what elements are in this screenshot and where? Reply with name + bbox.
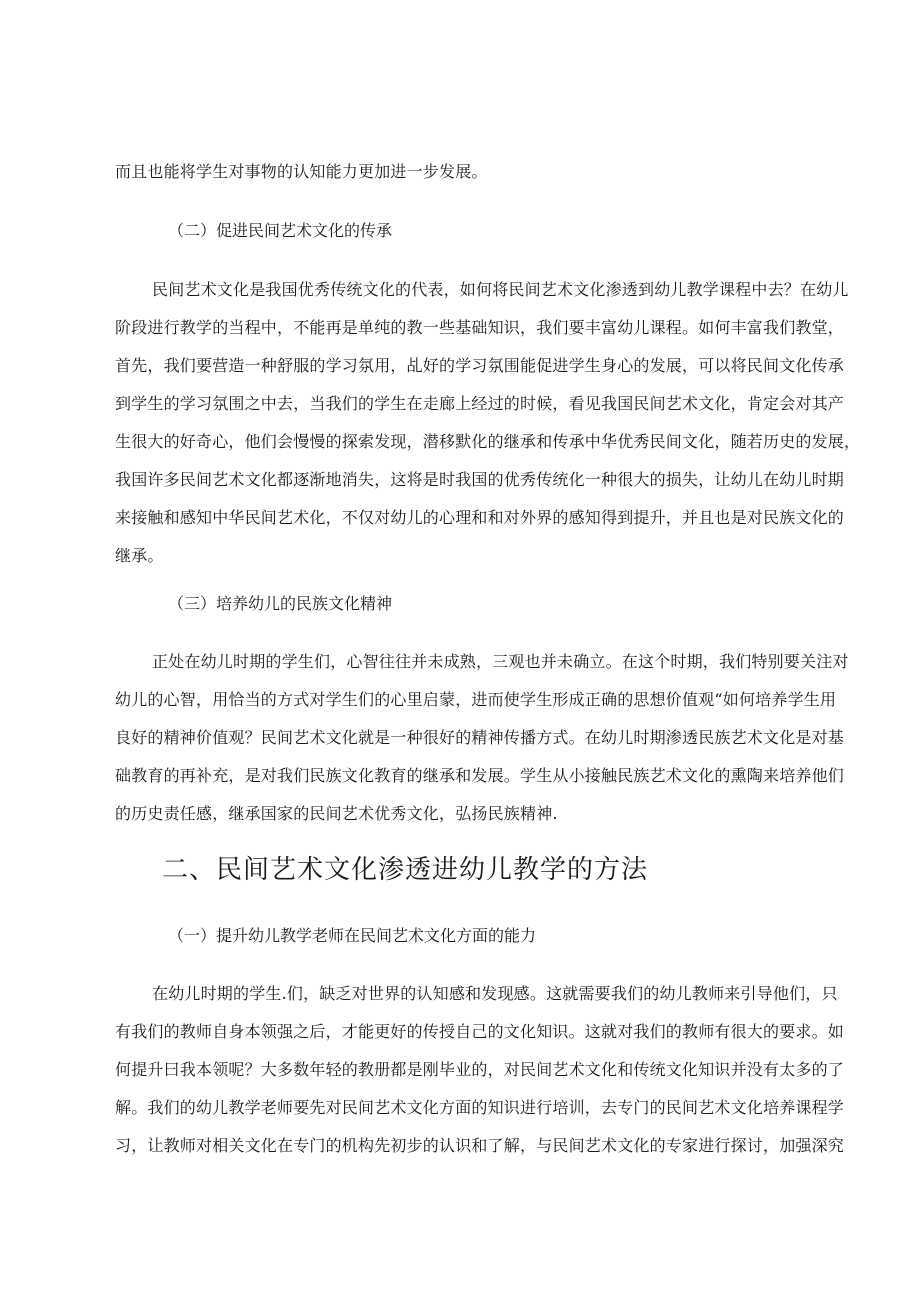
paragraph-line: 的历史责任感，继承国家的民间艺术优秀文化，弘扬民族精神.	[115, 804, 558, 823]
paragraph-line: 民间艺术文化是我国优秀传统文化的代表，如何将民间艺术文化渗透到幼儿教学课程中去？在幼儿	[152, 280, 849, 299]
paragraph-line: 生很大的好奇心，他们会慢慢的探索发现，潜移默化的继承和传承中华优秀民间文化，随若历史的发展，	[115, 432, 861, 451]
subsection-heading-teacher-ability: （一）提升幼儿教学老师在民间艺术文化方面的能力	[168, 926, 537, 945]
paragraph-line: 幼儿的心智，用恰当的方式对学生们的心里启蒙，进而使学生形成正确的思想价值观“如何培养学生用	[115, 690, 837, 709]
paragraph-line: 习，让教师对相关文化在专门的机构先初步的认识和了解，与民间艺术文化的专家进行探讨，加强深究	[115, 1136, 845, 1155]
paragraph-line: 有我们的教师自身本领强之后，才能更好的传授自己的文化知识。这就对我们的教师有很大的要求。如	[115, 1022, 845, 1041]
paragraph-line: 而且也能将学生对事物的认知能力更加进一步发展。	[115, 162, 488, 181]
paragraph-line: 础教育的再补充，是对我们民族文化教育的继承和发展。学生从小接触民族艺术文化的熏陶来培养他们	[115, 766, 845, 785]
subsection-heading-national-spirit: （三）培养幼儿的民族文化精神	[168, 594, 393, 613]
paragraph-line: 在幼儿时期的学生.们，缺乏对世界的认知感和发现感。这就需要我们的幼儿教师来引导他们，只	[152, 984, 838, 1003]
paragraph-line: 来接触和感知中华民间艺术化，不仅对幼儿的心理和和对外界的感知得到提升，并且也是对民族文化的	[115, 508, 845, 527]
paragraph-line: 到学生的学习氛围之中去，当我们的学生在走廊上经过的时候，看见我国民间艺术文化，肯定会对其产	[115, 394, 845, 413]
paragraph-line: 正处在幼儿时期的学生们，心智往往并未成熟，三观也并未确立。在这个时期，我们特别要关注对	[152, 652, 849, 671]
section-heading-methods: 二、民间艺术文化渗透进幼儿教学的方法	[162, 855, 649, 885]
paragraph-line: 阶段进行教学的当程中，不能再是单纯的教一些基础知识，我们要丰富幼儿课程。如何丰富我们教堂，	[115, 318, 845, 337]
paragraph-line: 解。我们的幼儿教学老师要先对民间艺术文化方面的知识进行培训，去专门的民间艺术文化培养课程学	[115, 1098, 845, 1117]
paragraph-line: 良好的精神价值观？民间艺术文化就是一种很好的精神传播方式。在幼儿时期渗透民族艺术文化是对基	[115, 728, 845, 747]
paragraph-line: 我国许多民间艺术文化都逐渐地消失，这将是时我国的优秀传统化一种很大的损失，让幼儿在幼儿时期	[115, 470, 845, 489]
paragraph-line: 何提升曰我本领呢？大多数年轻的教册都是刚毕业的，对民间艺术文化和传统文化知识并没有太多的了	[115, 1060, 845, 1079]
subsection-heading-promote-heritage: （二）促进民间艺术文化的传承	[168, 221, 393, 240]
paragraph-line: 首先，我们要营造一种舒服的学习氛用，乩好的学习氛围能促进学生身心的发展，可以将民间文化传承	[115, 356, 845, 375]
paragraph-line: 继承。	[115, 546, 164, 565]
